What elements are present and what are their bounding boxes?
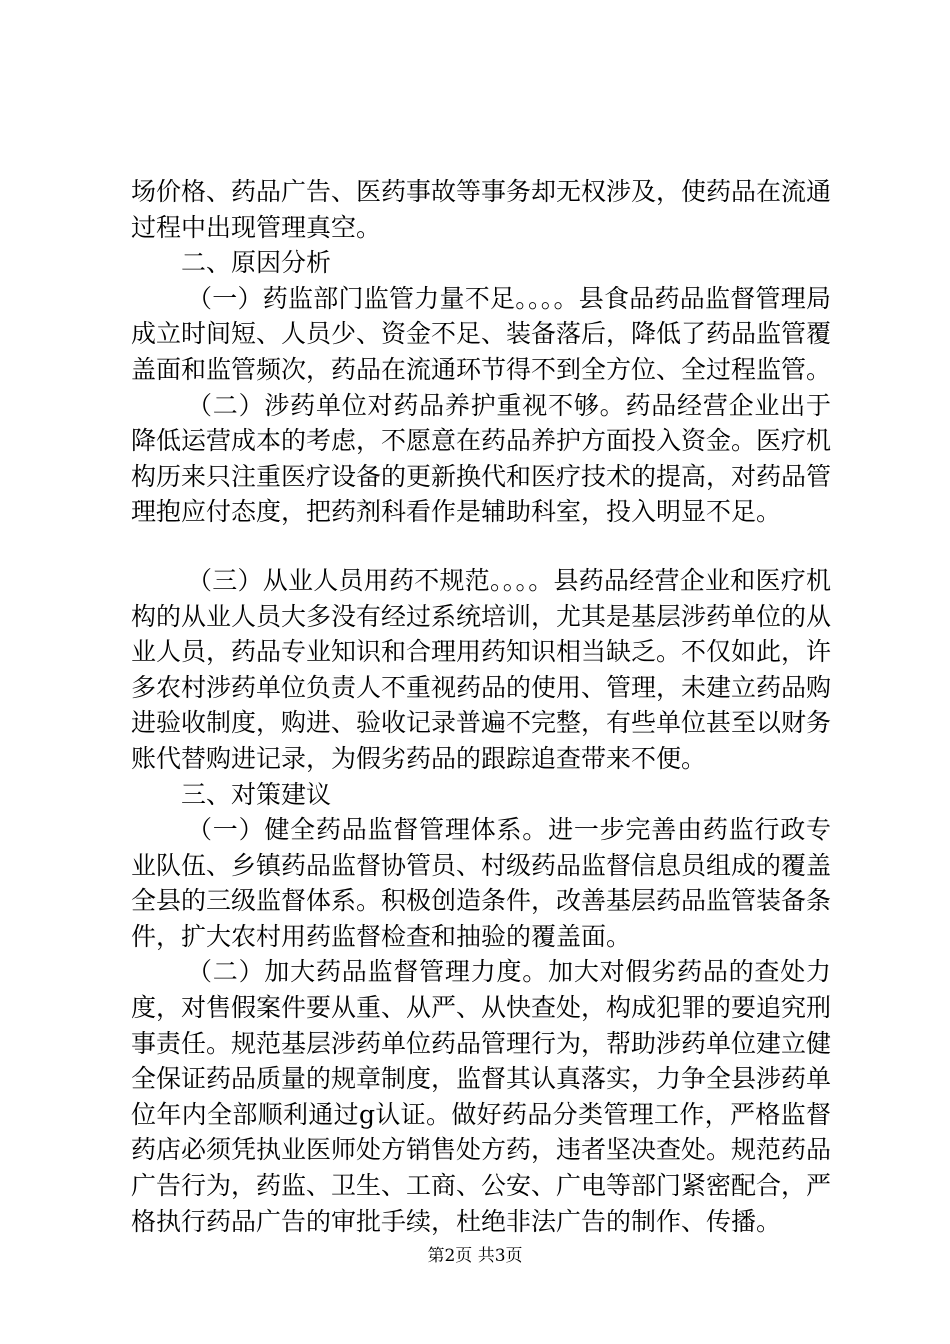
paragraph-cause-2: （二）涉药单位对药品养护重视不够。药品经营企业出于降低运营成本的考虑，不愿意在药品养护方面投入资金。医疗机构历来只注重医疗设备的更新换代和医疗技术的提高，对药品管理抱应付态度，把药剂科看作是辅助科室，投入明显不足。 [131,390,832,527]
page-number-footer: 第2页 共3页 [427,1246,523,1266]
section-heading-countermeasures: 三、对策建议 [181,779,332,809]
document-body [131,174,831,1239]
paragraph-cause-3: （三）从业人员用药不规范。。。。县药品经营企业和医疗机构的从业人员大多没有经过系统培训，尤其是基层涉药单位的从业人员，药品专业知识和合理用药知识相当缺乏。不仅如此，许多农村涉药单位负责人不重视药品的使用、管理，未建立药品购进验收制度，购进、验收记录普遍不完整，有些单位甚至以财务账代替购进记录，为假劣药品的跟踪追查带来不便。 [131,565,832,773]
paragraph-measure-1: （一）健全药品监督管理体系。进一步完善由药监行政专业队伍、乡镇药品监督协管员、村级药品监督信息员组成的覆盖全县的三级监督体系。积极创造条件，改善基层药品监管装备条件，扩大农村用药监督检查和抽验的覆盖面。 [131,815,832,951]
section-heading-cause-analysis: 二、原因分析 [181,248,332,278]
paragraph-measure-2: （二）加大药品监督管理力度。加大对假劣药品的查处力度，对售假案件要从重、从严、从快查处，构成犯罪的要追究刑事责任。规范基层涉药单位药品管理行为，帮助涉药单位建立健全保证药品质量的规章制度，监督其认真落实，力争全县涉药单位年内全部顺利通过g认证。做好药品分类管理工作，严格监督药店必须凭执业医师处方销售处方药，违者坚决查处。规范药品广告行为，药监、卫生、工商、公安、广电等部门紧密配合，严格执行药品广告的审批手续，杜绝非法广告的制作、传播。 [131,957,832,1236]
paragraph-cause-1: （一）药监部门监管力量不足。。。。县食品药品监督管理局成立时间短、人员少、资金不足、装备落后，降低了药品监管覆盖面和监管频次，药品在流通环节得不到全方位、全过程监管。 [131,283,832,384]
paragraph-continuation: 场价格、药品广告、医药事故等事务却无权涉及，使药品在流通过程中出现管理真空。 [131,177,832,242]
